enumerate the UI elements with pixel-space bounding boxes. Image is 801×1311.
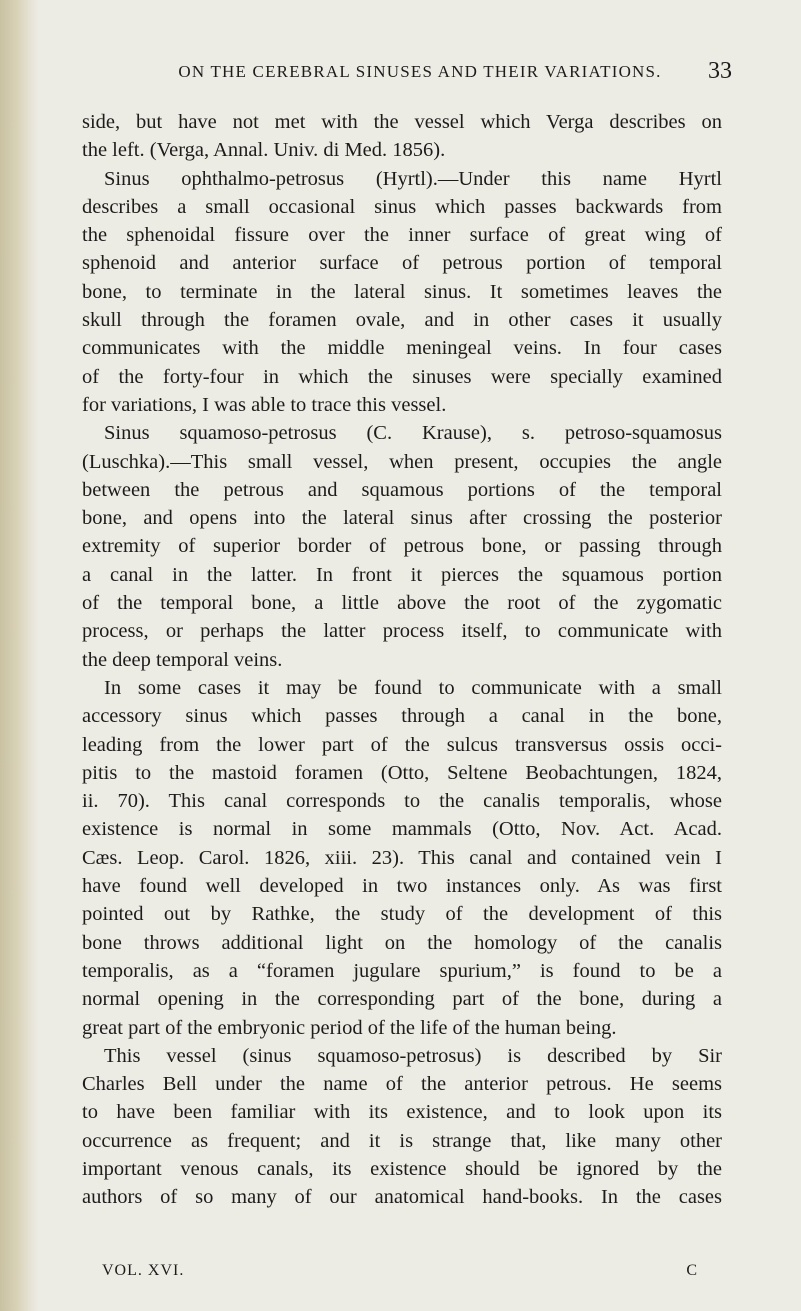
volume-label: VOL. XVI.	[102, 1262, 185, 1279]
text-line: between the petrous and squamous portions of the temporal	[82, 478, 722, 501]
page-number: 33	[708, 58, 732, 84]
text-line: for variations, I was able to trace this vessel.	[82, 393, 447, 416]
text-line: authors of so many of our anatomical hand-books. In the cases	[82, 1186, 722, 1209]
text-line: sphenoid and anterior surface of petrous portion of temporal	[82, 252, 722, 275]
text-line: side, but have not met with the vessel which Verga describes on	[82, 111, 722, 133]
text-line: of the forty-four in which the sinuses were specially examined	[82, 365, 722, 388]
text-line: normal opening in the corresponding part of the bone, during a	[82, 988, 722, 1011]
text-line: Cæs. Leop. Carol. 1826, xiii. 23). This canal and contained vein I	[82, 846, 722, 869]
text-line: Sinus ophthalmo-petrosus (Hyrtl).—Under this name Hyrtl	[104, 167, 722, 190]
text-line: ii. 70). This canal corresponds to the canalis temporalis, whose	[82, 790, 722, 813]
body-text	[82, 108, 722, 1212]
text-line: This vessel (sinus squamoso-petrosus) is described by Sir	[104, 1044, 722, 1067]
text-line: temporalis, as a “foramen jugulare spurium,” is found to be a	[82, 959, 722, 982]
text-line: process, or perhaps the latter process itself, to communicate with	[82, 620, 722, 643]
text-line: leading from the lower part of the sulcus transversus ossis occi-	[82, 733, 722, 756]
text-line: a canal in the latter. In front it pierces the squamous portion	[82, 563, 722, 586]
signature-mark: C	[686, 1262, 698, 1279]
text-line: (Luschka).—This small vessel, when present, occupies the angle	[82, 450, 722, 473]
text-line: have found well developed in two instances only. As was first	[82, 875, 722, 898]
text-line: bone throws additional light on the homology of the canalis	[82, 931, 722, 954]
text-line: skull through the foramen ovale, and in other cases it usually	[82, 309, 722, 332]
page-footer	[102, 1262, 698, 1280]
text-line: the left. (Verga, Annal. Univ. di Med. 1856).	[82, 139, 446, 162]
text-line: important venous canals, its existence should be ignored by the	[82, 1157, 722, 1180]
text-line: bone, to terminate in the lateral sinus. It sometimes leaves the	[82, 280, 722, 303]
text-line: pointed out by Rathke, the study of the development of this	[82, 903, 722, 926]
text-line: the sphenoidal fissure over the inner surface of great wing of	[82, 224, 722, 247]
text-line: to have been familiar with its existence, and to look upon its	[82, 1101, 722, 1124]
text-line: Charles Bell under the name of the anterior petrous. He seems	[82, 1073, 722, 1096]
text-line: occurrence as frequent; and it is strange that, like many other	[82, 1129, 722, 1152]
page-spine-shadow	[0, 0, 38, 1311]
text-line: the deep temporal veins.	[82, 648, 283, 671]
text-line: communicates with the middle meningeal veins. In four cases	[82, 337, 722, 360]
text-line: of the temporal bone, a little above the root of the zygomatic	[82, 592, 722, 615]
text-line: describes a small occasional sinus which passes backwards from	[82, 195, 722, 218]
text-line: extremity of superior border of petrous bone, or passing through	[82, 535, 722, 558]
text-line: Sinus squamoso-petrosus (C. Krause), s. petroso-squamosus	[104, 422, 722, 445]
text-line: pitis to the mastoid foramen (Otto, Seltene Beobachtungen, 1824,	[82, 761, 722, 784]
text-line: great part of the embryonic period of the life of the human being.	[82, 1016, 617, 1039]
text-line: bone, and opens into the lateral sinus after crossing the posterior	[82, 507, 722, 530]
text-line: accessory sinus which passes through a canal in the bone,	[82, 705, 722, 728]
text-line: In some cases it may be found to communicate with a small	[104, 676, 722, 699]
running-title: ON THE CEREBRAL SINUSES AND THEIR VARIATIONS.	[178, 62, 662, 81]
text-line: existence is normal in some mammals (Otto, Nov. Act. Acad.	[82, 818, 722, 841]
